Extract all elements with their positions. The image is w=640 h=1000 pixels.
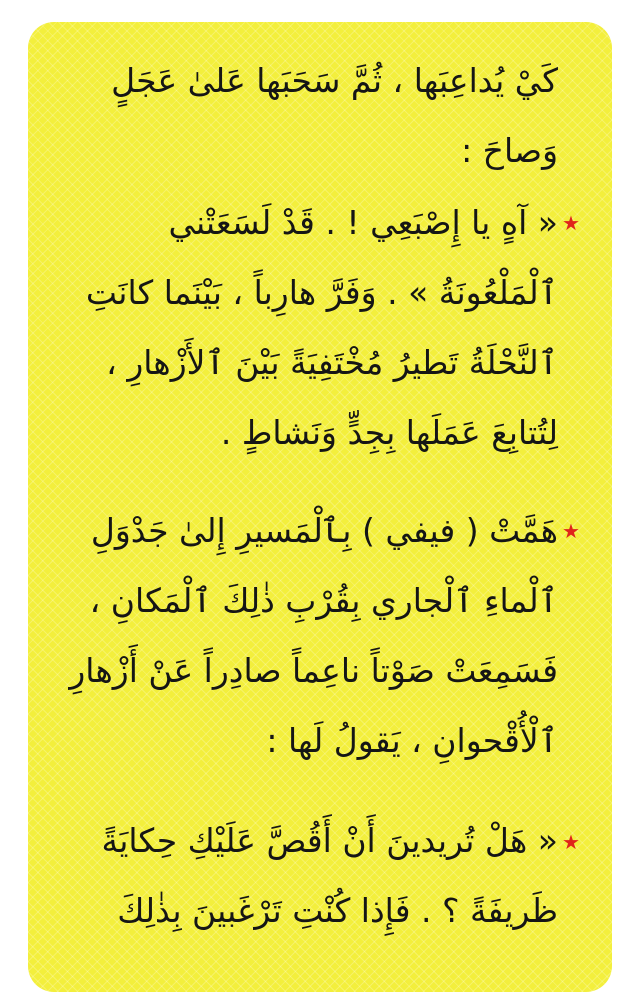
text-line: ظَريفَةً ؟ . فَإِذا كُنْتِ تَرْغَبينَ بِذٰلِكَ (117, 891, 558, 930)
text-line: فَسَمِعَتْ صَوْتاً ناعِماً صادِراً عَنْ أَزْهارِ (69, 651, 558, 690)
text-line: لِتُتابِعَ عَمَلَها بِجِدٍّ وَنَشاطٍ . (220, 413, 558, 452)
story-page (28, 22, 612, 992)
text-line: « آهٍ يا إِصْبَعِي ! . قَدْ لَسَعَتْني (168, 203, 558, 242)
text-line: هَمَّتْ ( فيفي ) بِٱلْمَسيرِ إِلىٰ جَدْوَلِ (90, 511, 558, 550)
text-line: ٱلْماءِ ٱلْجاري بِقُرْبِ ذٰلِكَ ٱلْمَكانِ ، (89, 581, 558, 620)
text-line: ٱلْمَلْعُونَةُ » . وَفَرَّ هارِباً ، بَيْنَما كانَتِ (85, 273, 558, 312)
star-bullet-icon: ★ (562, 830, 580, 854)
star-bullet-icon: ★ (562, 519, 580, 543)
text-line: ٱلنَّحْلَةُ تَطيرُ مُخْتَفِيَةً بَيْنَ ٱلأَزْهارِ ، (106, 343, 558, 382)
text-line: « هَلْ تُريدينَ أَنْ أَقُصَّ عَلَيْكِ حِكايَةً (101, 821, 558, 860)
text-line: ٱلْأُقْحوانِ ، يَقولُ لَها : (266, 721, 558, 760)
text-line: وَصاحَ : (461, 131, 558, 170)
star-bullet-icon: ★ (562, 211, 580, 235)
text-line: كَيْ يُداعِبَها ، ثُمَّ سَحَبَها عَلىٰ عَجَلٍ (111, 61, 558, 100)
